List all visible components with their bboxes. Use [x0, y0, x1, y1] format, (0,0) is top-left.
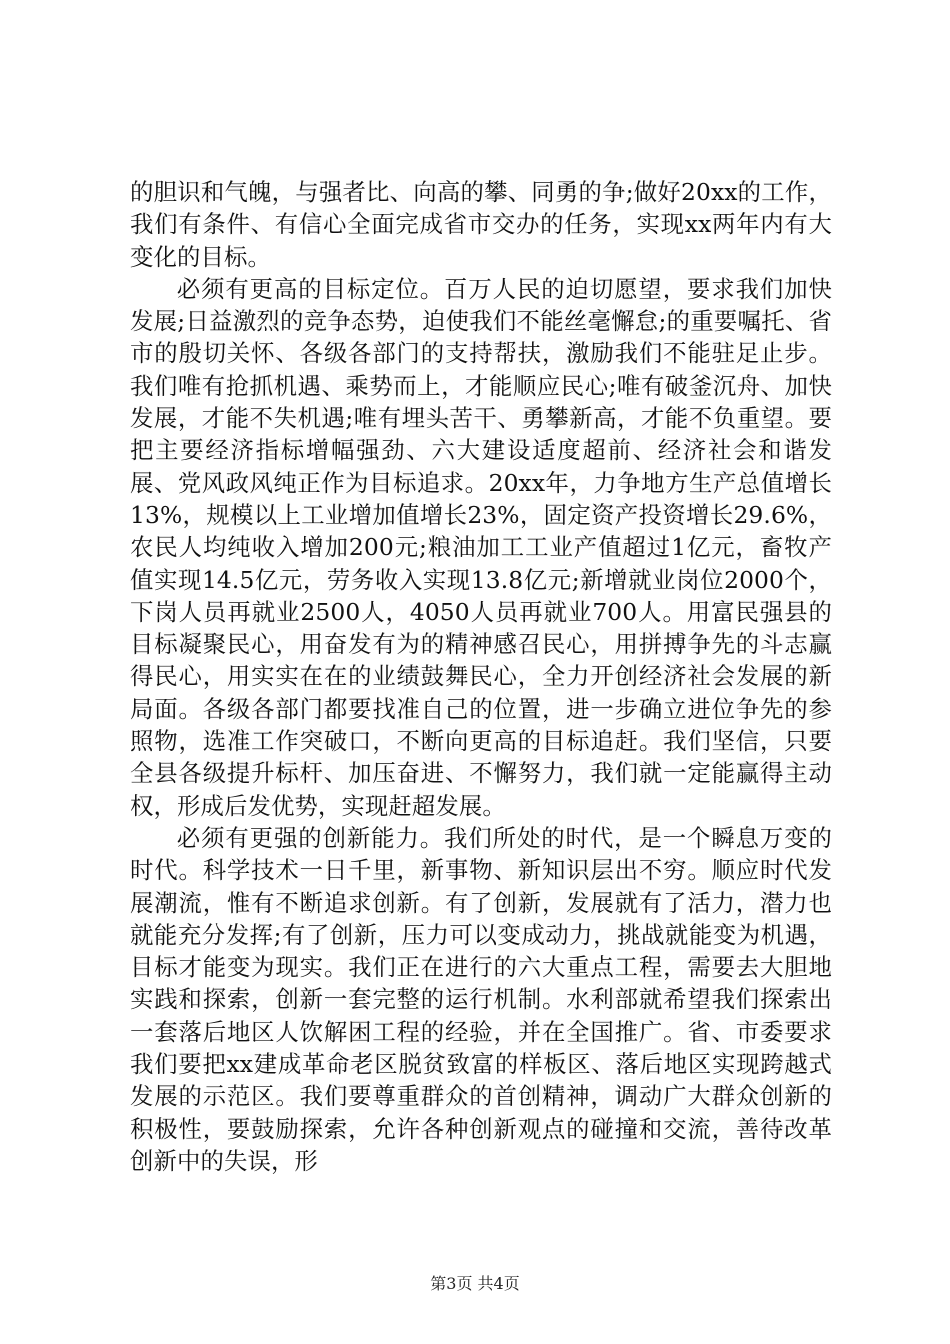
body-text	[130, 176, 832, 1177]
paragraph-continued: 的胆识和气魄，与强者比、向高的攀、同勇的争;做好20xx的工作，我们有条件、有信心全面完成省市交办的任务，实现xx两年内有大变化的目标。	[130, 178, 832, 271]
paragraph-target-positioning: 必须有更高的目标定位。百万人民的迫切愿望，要求我们加快发展;日益激烈的竞争态势，迫使我们不能丝毫懈怠;的重要嘱托、省市的殷切关怀、各级各部门的支持帮扶，激励我们不能驻足止步。我们唯有抢抓机遇、乘势而上，才能顺应民心;唯有破釜沉舟、加快发展，才能不失机遇;唯有埋头苦干、勇攀新高，才能不负重望。要把主要经济指标增幅强劲、六大建设适度超前、经济社会和谐发展、党风政风纯正作为目标追求。20xx年，力争地方生产总值增长13%，规模以上工业增加值增长23%，固定资产投资增长29.6%，农民人均纯收入增加200元;粮油加工工业产值超过1亿元，畜牧产值实现14.5亿元，劳务收入实现13.8亿元;新增就业岗位2000个，下岗人员再就业2500人，4050人员再就业700人。用富民强县的目标凝聚民心，用奋发有为的精神感召民心，用拼搏争先的斗志赢得民心，用实实在在的业绩鼓舞民心，全力开创经济社会发展的新局面。各级各部门都要找准自己的位置，进一步确立进位争先的参照物，选准工作突破口，不断向更高的目标追赶。我们坚信，只要全县各级提升标杆、加压奋进、不懈努力，我们就一定能赢得主动权，形成后发优势，实现赶超发展。	[130, 274, 832, 820]
page-footer	[0, 1274, 950, 1294]
page-number: 第3页 共4页	[430, 1274, 520, 1293]
paragraph-innovation-capacity: 必须有更强的创新能力。我们所处的时代，是一个瞬息万变的时代。科学技术一日千里，新事物、新知识层出不穷。顺应时代发展潮流，惟有不断追求创新。有了创新，发展就有了活力，潜力也就能充分发挥;有了创新，压力可以变成动力，挑战就能变为机遇，目标才能变为现实。我们正在进行的六大重点工程，需要去大胆地实践和探索，创新一套完整的运行机制。水利部就希望我们探索出一套落后地区人饮解困工程的经验，并在全国推广。省、市委要求我们要把xx建成革命老区脱贫致富的样板区、落后地区实现跨越式发展的示范区。我们要尊重群众的首创精神，调动广大群众创新的积极性，要鼓励探索，允许各种创新观点的碰撞和交流，善待改革创新中的失误，形	[130, 823, 832, 1175]
